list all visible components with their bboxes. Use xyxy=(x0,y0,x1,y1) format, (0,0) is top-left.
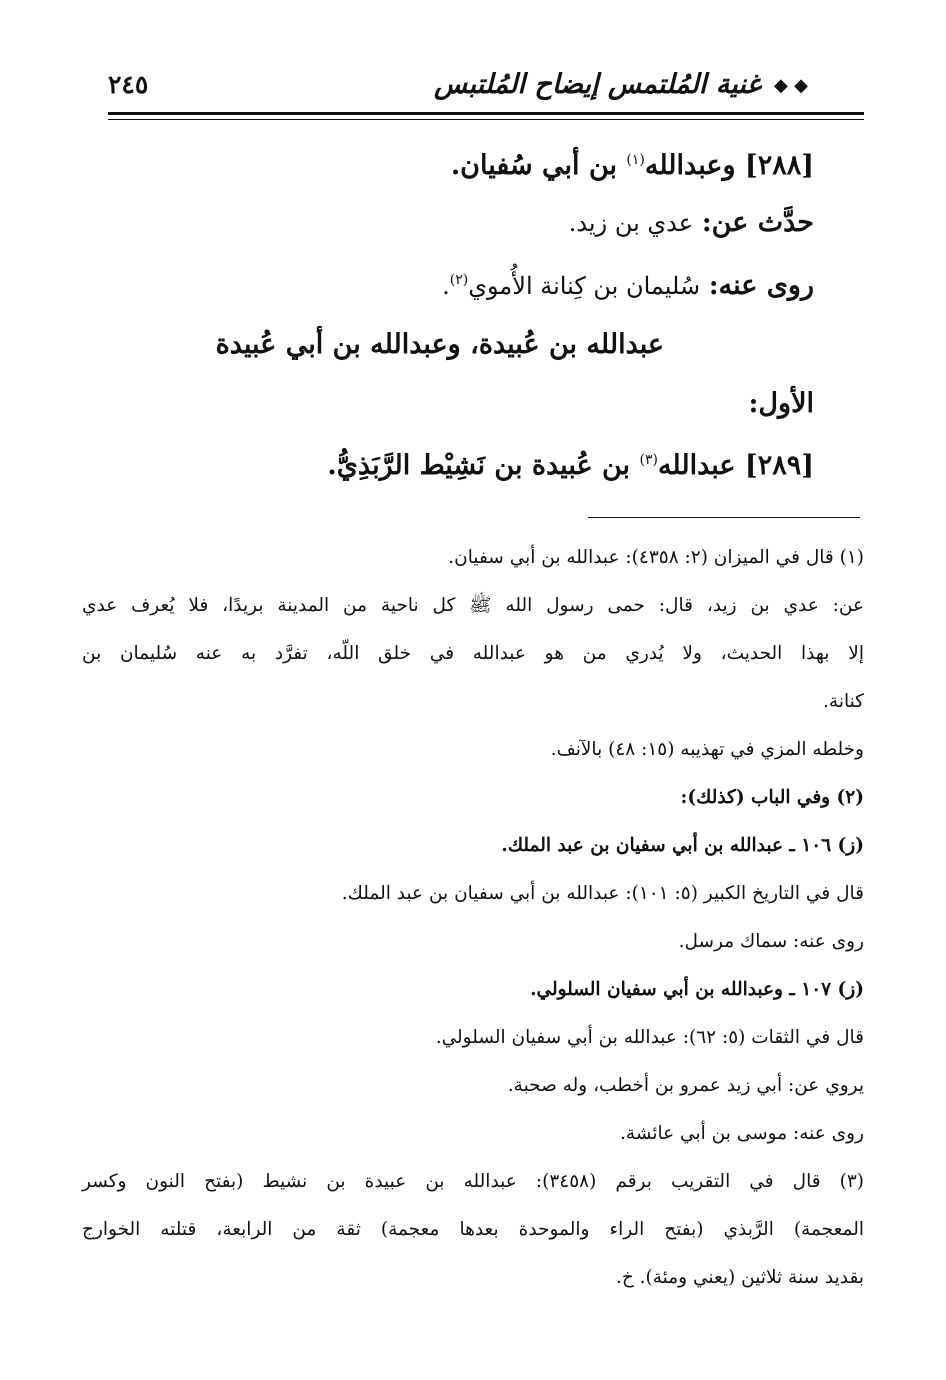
page-number: ٢٤٥ xyxy=(108,69,149,99)
footnote-line: قال في الثقات (٥: ٦٢): عبدالله بن أبي سفيان السلولي. xyxy=(435,1027,864,1048)
footnote-line: (١) قال في الميزان (٢: ٤٣٥٨): عبدالله بن أبي سفيان. xyxy=(448,547,864,568)
narrators-label: روى عنه: xyxy=(708,270,814,301)
footnote-mark: (٢) xyxy=(449,272,469,288)
entry-name: عبدالله xyxy=(657,450,736,481)
header-rule-thin xyxy=(108,119,864,120)
header-rule-thick xyxy=(108,112,864,115)
page-header xyxy=(108,62,808,106)
running-title-text: غنية المُلتمس إيضاح المُلتبس xyxy=(434,68,761,100)
narrators-line xyxy=(110,252,814,315)
running-title xyxy=(434,69,808,100)
section-heading: عبدالله بن عُبيدة، وعبدالله بن أبي عُبيدة xyxy=(215,329,664,360)
footnote-mark: (١) xyxy=(626,152,645,168)
entry-289 xyxy=(110,432,814,494)
footnote-separator xyxy=(588,517,860,518)
narrators-end: . xyxy=(442,272,450,300)
narrators-value: سُليمان بن كِنانة الأُموي xyxy=(468,272,701,300)
footnote-line: (٢) وفي الباب (كذلك): xyxy=(680,787,864,808)
footnote-line: (ز) ١٠٧ ـ وعبدالله بن أبي سفيان السلولي. xyxy=(530,979,864,1000)
footnote-line: روى عنه: سماك مرسل. xyxy=(678,931,864,952)
footnote-line: يروي عن: أبي زيد عمرو بن أخطب، وله صحبة. xyxy=(507,1075,864,1096)
footnote-line: عن: عدي بن زيد، قال: حمى رسول الله ﷺ كل ناحية من المدينة بريدًا، فلا يُعرف عدي xyxy=(82,595,864,616)
footnote-line: قال في التاريخ الكبير (٥: ١٠١): عبدالله بن أبي سفيان بن عبد الملك. xyxy=(341,883,864,904)
entry-number: [٢٨٩] xyxy=(744,450,814,481)
narrated-from-value: عدي بن زيد. xyxy=(568,209,694,237)
footnote-line: بقديد سنة ثلاثين (يعني ومئة). خ. xyxy=(615,1267,864,1288)
narrated-from-line xyxy=(110,194,814,252)
footnote-line: روى عنه: موسى بن أبي عائشة. xyxy=(620,1123,864,1144)
entry-name-rest: بن أبي سُفيان. xyxy=(450,150,618,181)
footnote-mark: (٣) xyxy=(639,452,658,468)
narrated-from-label: حدَّث عن: xyxy=(701,207,814,238)
entry-number: [٢٨٨] xyxy=(744,150,814,181)
footnote-line: المعجمة) الرَّبذي (بفتح الراء والموحدة بعدها معجمة) ثقة من الرابعة، قتلته الخوارج xyxy=(82,1219,865,1240)
footnote-line: كنانة. xyxy=(823,691,864,712)
footnote-line: وخلطه المزي في تهذيبه (١٥: ٤٨) بالآنف. xyxy=(550,739,864,760)
entry-288 xyxy=(110,132,814,194)
footnote-line: (٣) قال في التقريب برقم (٣٤٥٨): عبدالله بن عبيدة بن نشيط (بفتح النون وكسر xyxy=(82,1171,865,1192)
first-label: الأول: xyxy=(748,388,814,419)
entry-name: وعبدالله xyxy=(644,150,736,181)
footnote-line: (ز) ١٠٦ ـ عبدالله بن أبي سفيان بن عبد الملك. xyxy=(501,835,864,856)
diamond-ornament-icon: ◆ ◆ xyxy=(774,74,808,96)
main-text xyxy=(110,132,814,494)
footnote-line: إلا بهذا الحديث، ولا يُدري من هو عبدالله في خلق اللّه، تفرَّد به عنه سُليمان بن xyxy=(82,643,864,664)
footnotes xyxy=(82,534,864,1302)
entry-name-rest: بن عُبيدة بن نَشِيْط الرَّبَذِيُّ. xyxy=(327,450,631,481)
